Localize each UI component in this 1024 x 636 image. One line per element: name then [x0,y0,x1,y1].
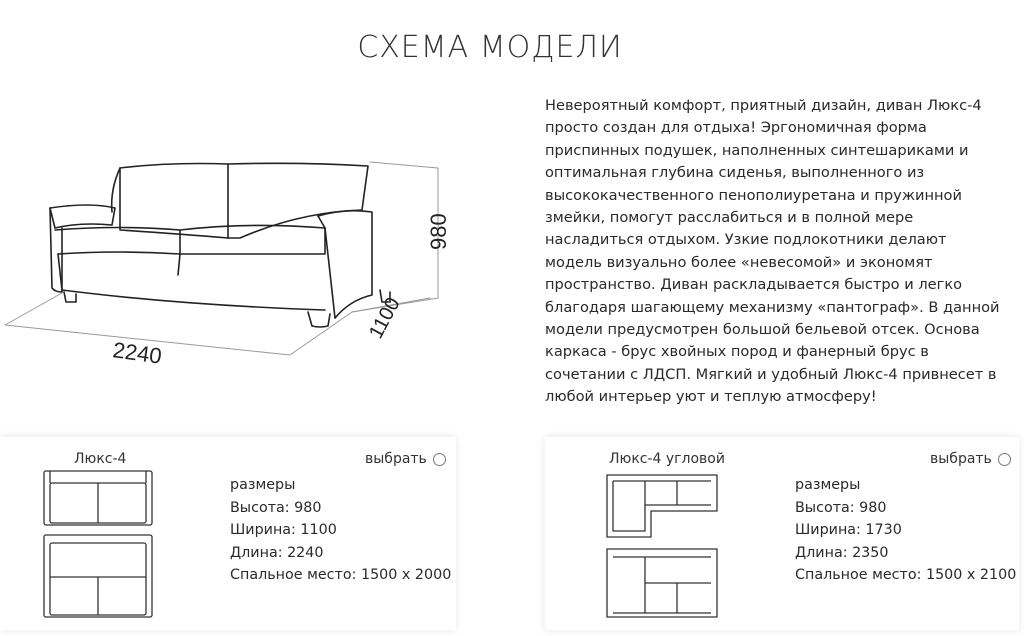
spec-length: Длина: 2240 [230,544,324,561]
radio-icon[interactable] [433,453,446,466]
depth-dimension-label: 1100 [364,294,405,343]
width-dimension-label: 2240 [111,337,164,369]
sofa-schema-image [42,469,154,619]
spec-height: Высота: 980 [230,499,322,516]
spec-sleeping: Спальное место: 1500 х 2000 [230,567,452,584]
height-dimension-label: 980 [426,213,451,250]
model-card-luxe-4[interactable] [0,437,456,630]
specs-list [795,474,1016,587]
corner-sofa-schema-image [605,471,721,621]
spec-length: Длина: 2350 [795,544,889,561]
select-option[interactable] [930,451,1011,467]
model-card-luxe-4-corner[interactable] [545,437,1019,630]
spec-sleeping: Спальное место: 1500 х 2100 [795,567,1017,584]
specs-list [230,474,451,587]
model-name: Люкс-4 [74,451,127,467]
sizes-label: размеры [795,477,861,493]
model-name: Люкс-4 угловой [609,451,725,467]
sofa-sketch-image [0,150,480,380]
select-label: выбрать [365,451,427,467]
spec-width: Ширина: 1100 [230,522,337,539]
select-option[interactable] [365,451,446,467]
select-label: выбрать [930,451,992,467]
sizes-label: размеры [230,477,296,493]
radio-icon[interactable] [998,453,1011,466]
model-description: Невероятный комфорт, приятный дизайн, диван Люкс-4 просто создан для отдыха! Эргономичная форма приспинных подушек, наполненных синтешариками и оптимальная глубина сиденья, выполненного из высококачественного пенополиуретана и пружинной змейки, помогут расслабиться и в полной мере насладиться отдыхом. Узкие подлокотники делают модель визуально более «невесомой» и экономят пространство. Диван раскладывается быстро и легко благодаря шагающему механизму «пантограф». В данной модели предусмотрен большой бельевой отсек. Основа каркаса - брус хвойных пород и фанерный брус в сочетании с ЛДСП. Мягкий и удобный Люкс-4 привнесет в любой интерьер уют и теплую атмосферу! [545,97,1000,406]
spec-width: Ширина: 1730 [795,522,902,539]
spec-height: Высота: 980 [795,499,887,516]
page-title: СХЕМА МОДЕЛИ [357,30,623,65]
